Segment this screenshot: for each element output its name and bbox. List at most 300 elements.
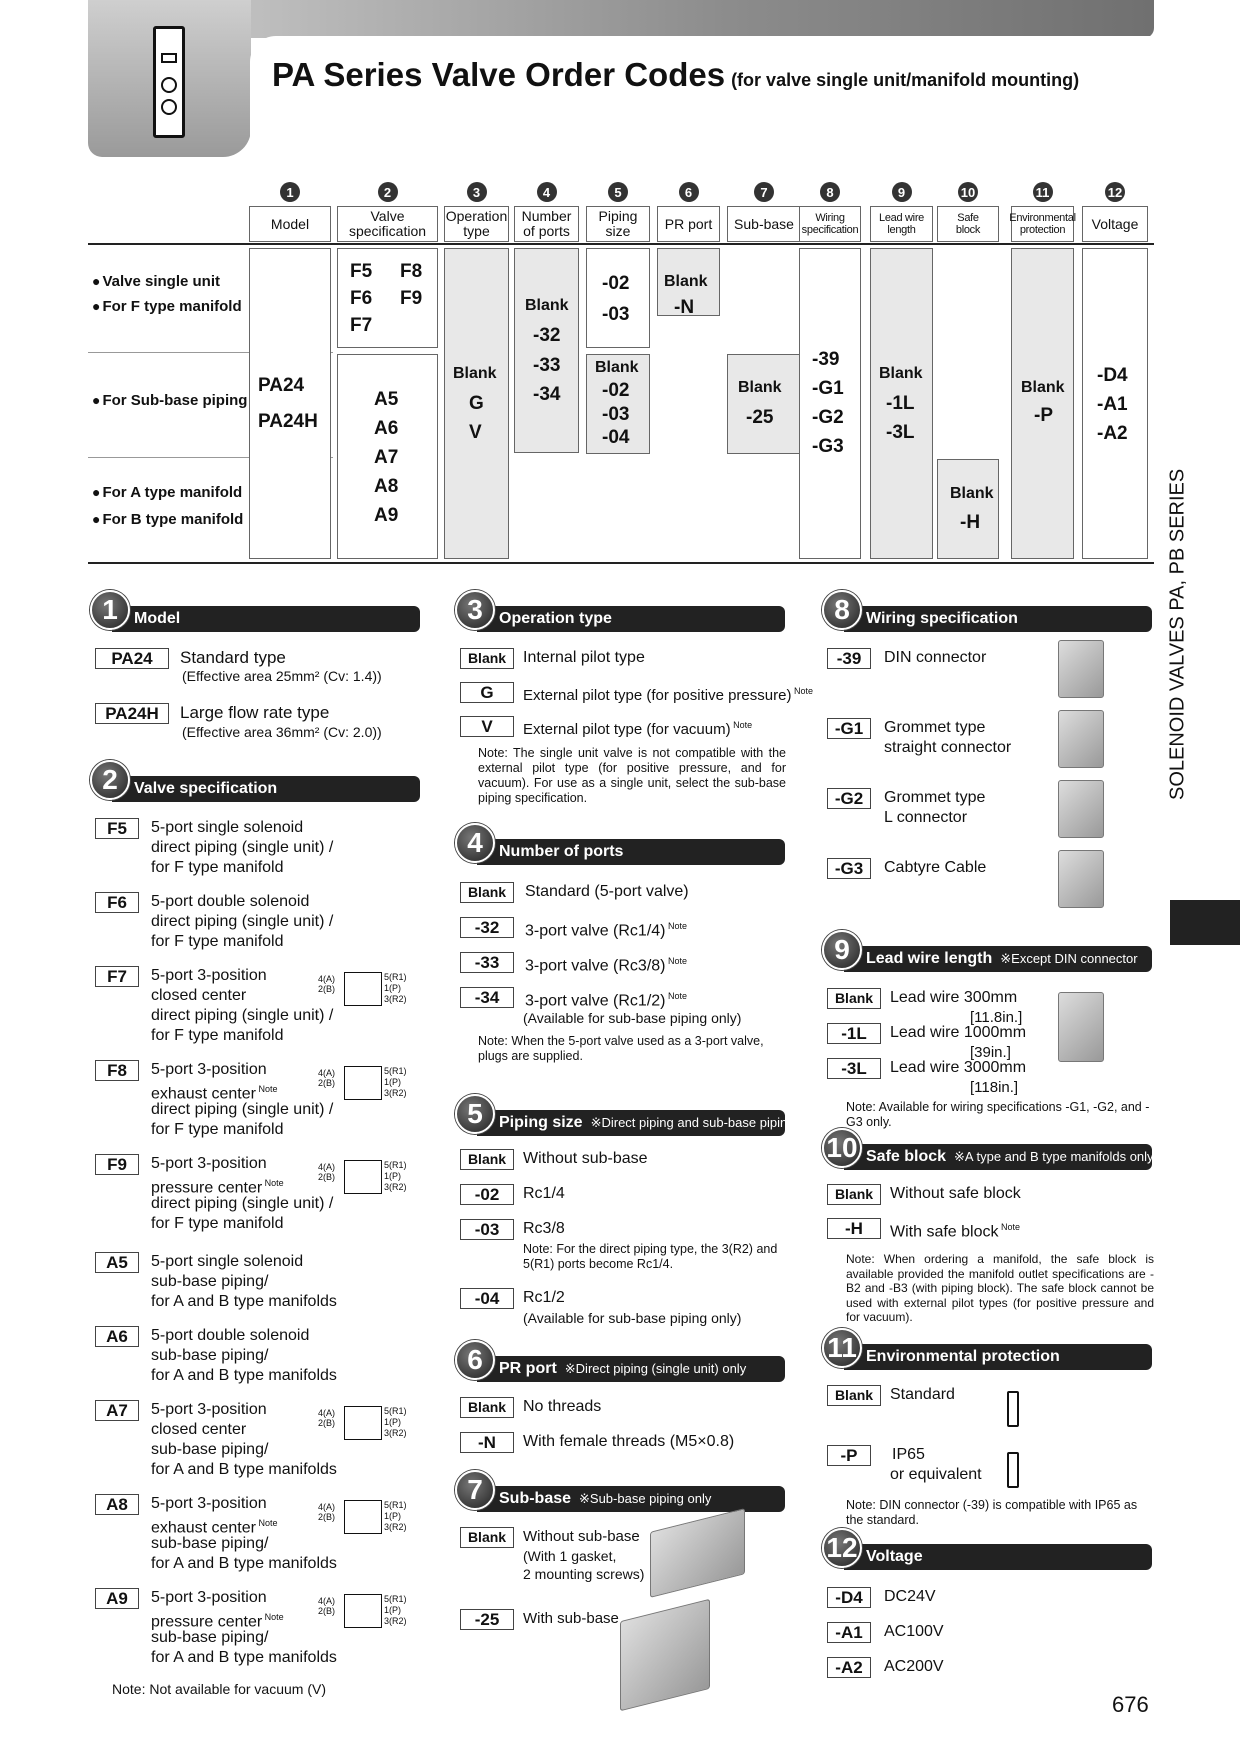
column-header-line: Sub-base (734, 215, 794, 232)
section-wiring (822, 590, 1152, 634)
code-value: Blank (525, 297, 569, 314)
item-text: direct piping (single unit) / (151, 839, 334, 856)
column-number: 3 (467, 182, 487, 202)
port-label: 5(R1) (384, 1160, 407, 1170)
valve-a-cell (337, 354, 438, 559)
column-header-line: Operation (445, 208, 508, 224)
port-label: 5(R1) (384, 1406, 407, 1416)
code-value: F8 (400, 261, 423, 282)
title-box (250, 36, 1154, 156)
note-mark: Note (665, 991, 688, 1001)
port-label: 3(R2) (384, 1428, 407, 1438)
subbase-cell (727, 354, 801, 454)
item-text: Lead wire 1000mm (890, 1024, 1027, 1041)
port-label: 2(B) (318, 1512, 336, 1522)
code-value: Blank (879, 365, 923, 382)
column-number: 4 (537, 182, 557, 202)
note-text: Note: For the direct piping type, the 3(R2) and 5(R1) ports become Rc1/4. (523, 1242, 778, 1271)
section-title-bar (477, 1110, 822, 1136)
item-text: Large flow rate type (180, 703, 330, 722)
column-number: 10 (958, 182, 978, 202)
column-number: 6 (679, 182, 699, 202)
table-top-rule (88, 243, 1154, 245)
section-title-bar (844, 946, 1152, 972)
section-title-note: ※A type and B type manifolds only (954, 1149, 1154, 1164)
item-text: Rc1/2 (523, 1289, 565, 1306)
item-text: exhaust center $^{Note}$ (151, 1518, 278, 1537)
code-value: -25 (746, 407, 774, 428)
valve-f-cell (337, 248, 438, 348)
code-box: F5 (95, 818, 139, 839)
port-label: 1(P) (384, 1605, 402, 1615)
port-label: 3(R2) (384, 1522, 407, 1532)
code-box: -3L (827, 1058, 881, 1079)
port-label: 2(B) (318, 984, 336, 994)
column-header (799, 206, 861, 242)
code-box: -02 (460, 1184, 514, 1205)
item-text: sub-base piping/ (151, 1441, 269, 1458)
item-text: or equivalent (890, 1466, 982, 1483)
column-header-line: Wiring (815, 212, 845, 224)
section-title: Environmental protection (866, 1348, 1060, 1365)
note-text: Note: When the 5-port valve used as a 3-port valve, plugs are supplied. (478, 1034, 764, 1063)
code-box: Blank (460, 648, 514, 669)
code-box: A6 (95, 1326, 139, 1347)
item-text: With safe block $^{Note}$ (890, 1222, 1020, 1241)
item-text: for F type manifold (151, 1215, 284, 1232)
item-text: Rc3/8 (523, 1220, 565, 1237)
port-label: 5(R1) (384, 972, 407, 982)
item-text: Internal pilot type (523, 649, 645, 666)
table-bottom-rule (88, 562, 1154, 564)
valve-symbol-box (344, 1066, 382, 1100)
item-text: for A and B type manifolds (151, 1293, 337, 1310)
code-value: A9 (374, 505, 399, 526)
code-box: A9 (95, 1588, 139, 1609)
port-label: 2(B) (318, 1172, 336, 1182)
note-text: Note: Available for wiring specifications -G1, -G2, and -G3 only. (846, 1100, 1150, 1129)
subbase-photo (620, 1599, 710, 1711)
code-value: A8 (374, 476, 399, 497)
code-box: Blank (460, 1527, 514, 1548)
item-text: Without sub-base (523, 1150, 648, 1167)
valve-symbol-icon (318, 970, 418, 1010)
item-text: exhaust center $^{Note}$ (151, 1084, 278, 1103)
code-box: -G3 (827, 858, 871, 879)
item-text: 3-port valve (Rc3/8) $^{Note}$ (525, 956, 688, 975)
code-box: -25 (460, 1609, 514, 1630)
column-header-line: Lead wire (879, 212, 924, 224)
item-text: sub-base piping/ (151, 1535, 269, 1552)
connector-photo (1058, 992, 1104, 1062)
note-mark: Note (730, 720, 753, 730)
note-text: Note: The single unit valve is not compatible with the external pilot type (for positive pressure, and for vacuum). For use as a single unit, select the sub-base piping specification. (478, 746, 786, 805)
code-box: -03 (460, 1219, 514, 1240)
item-text: for F type manifold (151, 1027, 284, 1044)
item-text: 5-port 3-position (151, 1061, 267, 1078)
section-title: Voltage (866, 1548, 923, 1565)
column-header-line: PR port (664, 215, 713, 232)
code-value: V (469, 422, 482, 443)
code-box: -39 (827, 648, 871, 669)
code-box: Blank (827, 988, 881, 1009)
code-value: -02 (602, 273, 630, 294)
column-number: 5 (608, 182, 628, 202)
column-number: 12 (1105, 182, 1125, 202)
code-box: Blank (460, 1149, 514, 1170)
column-header-line: type (463, 223, 490, 239)
code-value: Blank (595, 359, 639, 376)
code-box: F8 (95, 1060, 139, 1081)
section-number: 6 (455, 1340, 495, 1380)
section-title-bar (477, 1486, 785, 1512)
item-text: 5-port 3-position (151, 1589, 267, 1606)
port-label: 2(B) (318, 1606, 336, 1616)
section-number: 3 (455, 590, 495, 630)
item-text: 5-port double solenoid (151, 1327, 310, 1344)
code-box: A5 (95, 1252, 139, 1273)
section-voltage (822, 1528, 1152, 1572)
section-title-note: ※Direct piping (single unit) only (564, 1361, 747, 1376)
section-number: 4 (455, 823, 495, 863)
item-text: for A and B type manifolds (151, 1367, 337, 1384)
port-label: 1(P) (384, 983, 402, 993)
note-mark: Note (998, 1222, 1020, 1232)
section-title-bar (844, 1344, 1152, 1370)
valve-symbol-box (344, 1594, 382, 1628)
column-header-line: specification (348, 223, 427, 239)
code-value: -G2 (812, 407, 844, 428)
code-value: -A2 (1097, 423, 1128, 444)
port-label: 2(B) (318, 1418, 336, 1428)
item-text: External pilot type (for positive pressure) $^{Note}$ (523, 686, 813, 704)
section-title: Wiring specification (866, 610, 1018, 627)
piping-top-cell (586, 248, 650, 348)
valve-symbol-box (344, 1160, 382, 1194)
code-value: G (469, 393, 484, 414)
section-operation-type (455, 590, 785, 634)
row-label: ● Valve single unit (92, 273, 220, 290)
pr-cell (657, 248, 720, 316)
column-header (444, 206, 509, 242)
port-label: 3(R2) (384, 1616, 407, 1626)
side-label: SOLENOID VALVES PA, PB SERIES (1166, 468, 1189, 800)
item-text: sub-base piping/ (151, 1629, 269, 1646)
page-title: PA Series Valve Order Codes (for valve single unit/manifold mounting) (272, 56, 1080, 93)
section-number: 8 (822, 590, 862, 630)
code-box: Blank (827, 1385, 881, 1406)
column-header (1082, 206, 1148, 242)
item-text: for F type manifold (151, 933, 284, 950)
item-text: External pilot type (for vacuum) $^{Note}$ (523, 720, 753, 738)
code-box: F7 (95, 966, 139, 987)
item-text: for A and B type manifolds (151, 1555, 337, 1572)
column-header (727, 206, 801, 242)
valve-icon (153, 26, 185, 138)
code-box: Blank (827, 1184, 881, 1205)
code-value: -G3 (812, 436, 844, 457)
item-text: closed center (151, 987, 247, 1004)
section-number: 10 (822, 1128, 862, 1168)
wiring-cell (799, 248, 861, 559)
item-text: for A and B type manifolds (151, 1461, 337, 1478)
item-text: Lead wire 3000mm (890, 1059, 1027, 1076)
sub-text: (Available for sub-base piping only) (523, 1010, 742, 1026)
column-header-line: of ports (523, 223, 570, 239)
row-label: ● For Sub-base piping (92, 392, 247, 409)
item-text: Standard type (180, 648, 286, 667)
item-text: Without sub-base (523, 1528, 640, 1545)
item-text: direct piping (single unit) / (151, 1195, 334, 1212)
item-text: 3-port valve (Rc1/4) $^{Note}$ (525, 921, 688, 940)
column-header-line: specification (801, 224, 859, 236)
code-value: -P (1034, 405, 1053, 426)
item-text: for A and B type manifolds (151, 1649, 337, 1666)
code-value: Blank (1021, 379, 1065, 396)
item-text: direct piping (single unit) / (151, 1101, 334, 1118)
code-box: -04 (460, 1288, 514, 1309)
note-text: Note: When ordering a manifold, the safe block is available provided the manifold outlet specifications are -B2 and -B3 (with piping block). The safe block cannot be used with external pilot types (for positive pressure and for vacuum). (846, 1252, 1154, 1324)
port-label: 1(P) (384, 1077, 402, 1087)
column-header-line: Valve (370, 208, 405, 224)
note-mark: Note (255, 1084, 278, 1094)
page-number: 676 (1112, 1692, 1149, 1717)
valve-symbol-icon (318, 1404, 418, 1444)
code-value: PA24H (258, 411, 318, 432)
section-number: 7 (455, 1470, 495, 1510)
section-title: Model (134, 610, 181, 627)
note-mark: Note (255, 1518, 278, 1528)
section-title: Piping size (499, 1114, 583, 1131)
code-value: -03 (602, 404, 630, 425)
code-value: F6 (350, 288, 373, 309)
code-box: A7 (95, 1400, 139, 1421)
valve-symbol-box (344, 1500, 382, 1534)
section-title-bar (112, 776, 420, 802)
connector-photo (1058, 850, 1104, 908)
page-subtitle: (for valve single unit/manifold mounting) (731, 70, 1080, 90)
port-label: 4(A) (318, 1408, 336, 1418)
note-mark: Note (665, 956, 688, 966)
column-header-line: Piping (598, 208, 638, 224)
code-value: -A1 (1097, 394, 1128, 415)
column-header (657, 206, 720, 242)
column-number: 2 (378, 182, 398, 202)
item-text: direct piping (single unit) / (151, 1007, 334, 1024)
item-text: direct piping (single unit) / (151, 913, 334, 930)
code-box: -N (460, 1432, 514, 1453)
code-value: -03 (602, 304, 630, 325)
code-value: -02 (602, 380, 630, 401)
code-value: -34 (533, 384, 561, 405)
code-box: -P (827, 1445, 871, 1466)
section-valve-spec (90, 760, 420, 804)
item-text: With sub-base (523, 1610, 619, 1627)
section-model (90, 590, 420, 634)
section-number: 12 (822, 1528, 862, 1568)
code-box: -34 (460, 987, 514, 1008)
item-text: Rc1/4 (523, 1185, 565, 1202)
port-label: 4(A) (318, 1162, 336, 1172)
section-number: 11 (822, 1328, 862, 1368)
note-mark: Note (665, 921, 688, 931)
column-header-line: Voltage (1091, 215, 1139, 232)
port-label: 4(A) (318, 974, 336, 984)
section-title-bar (477, 1356, 785, 1382)
valve-symbol-icon (318, 1158, 418, 1198)
section-title-note: ※Sub-base piping only (579, 1491, 712, 1506)
code-value: F5 (350, 261, 373, 282)
item-text: No threads (523, 1398, 602, 1415)
port-label: 5(R1) (384, 1066, 407, 1076)
standard-icon (1007, 1391, 1019, 1427)
column-header-line: size (605, 223, 631, 239)
column-header-line: Number (521, 208, 572, 224)
section-title-bar (112, 606, 420, 632)
side-tab (1170, 900, 1240, 945)
section-title: Operation type (499, 610, 612, 627)
column-number: 11 (1033, 182, 1053, 202)
item-text: 5-port 3-position (151, 1495, 267, 1512)
code-box: -33 (460, 952, 514, 973)
column-header-line: Safe (957, 212, 979, 224)
port-label: 4(A) (318, 1502, 336, 1512)
code-box: -G1 (827, 718, 871, 739)
section-title-bar (844, 1144, 1152, 1170)
row-label: ● For A type manifold (92, 484, 242, 501)
item-text: for F type manifold (151, 859, 284, 876)
item-text: Grommet type (884, 719, 986, 736)
item-text: 3-port valve (Rc1/2) $^{Note}$ (525, 991, 688, 1010)
section-title: Number of ports (499, 843, 624, 860)
column-header (937, 206, 999, 242)
section-pr-port (455, 1340, 785, 1384)
code-value: -N (674, 297, 695, 318)
code-value: -04 (602, 427, 630, 448)
section-title-bar (477, 839, 785, 865)
connector-photo (1058, 780, 1104, 838)
operation-cell (444, 248, 509, 559)
code-value: Blank (738, 379, 782, 396)
code-box: -H (827, 1218, 881, 1239)
section-title: Lead wire length (866, 950, 993, 967)
code-value: -33 (533, 355, 561, 376)
code-value: -G1 (812, 378, 844, 399)
port-label: 2(B) (318, 1078, 336, 1088)
section-title-bar (477, 606, 785, 632)
code-value: -32 (533, 325, 561, 346)
code-box: Blank (460, 882, 514, 903)
item-text: [39in.] (970, 1044, 1011, 1061)
connector-photo (1058, 710, 1104, 768)
column-header-line: Environmental (1009, 212, 1076, 224)
code-value: -1L (886, 393, 915, 414)
item-text: L connector (884, 809, 968, 826)
note-mark: Note (262, 1612, 284, 1622)
code-box: A8 (95, 1494, 139, 1515)
item-text: Without safe block (890, 1185, 1021, 1202)
column-header (586, 206, 650, 242)
section-title-note: ※Direct piping and sub-base piping only (590, 1115, 822, 1130)
row-label: ● For F type manifold (92, 298, 242, 315)
section-safe-block (822, 1128, 1152, 1172)
code-value: -H (960, 512, 981, 533)
code-box: F6 (95, 892, 139, 913)
port-label: 1(P) (384, 1171, 402, 1181)
section-piping-size (455, 1094, 822, 1138)
section-title: Valve specification (134, 780, 278, 797)
item-text: Cabtyre Cable (884, 859, 987, 876)
column-header (337, 206, 438, 242)
sub-text: (Available for sub-base piping only) (523, 1310, 742, 1326)
port-label: 5(R1) (384, 1500, 407, 1510)
item-text: 5-port single solenoid (151, 1253, 304, 1270)
column-number: 7 (754, 182, 774, 202)
column-header-line: Model (270, 215, 310, 232)
column-header (514, 206, 579, 242)
section-title: PR port (499, 1360, 557, 1377)
column-header-line: length (887, 224, 916, 236)
item-text: IP65 (892, 1446, 925, 1463)
code-box: Blank (460, 1397, 514, 1418)
port-label: 3(R2) (384, 994, 407, 1004)
item-text: With female threads (M5×0.8) (523, 1433, 735, 1450)
item-text: Standard (890, 1386, 955, 1403)
item-text: [118in.] (970, 1079, 1019, 1096)
section-number: 1 (90, 590, 130, 630)
column-number: 8 (820, 182, 840, 202)
item-text: 5-port single solenoid (151, 819, 304, 836)
lead-cell (870, 248, 933, 559)
column-header-line: protection (1019, 224, 1066, 236)
note-mark: Note (262, 1178, 284, 1188)
code-value: -3L (886, 422, 915, 443)
code-box: G (460, 682, 514, 703)
row-label: ● For B type manifold (92, 511, 243, 528)
note-mark: Note (791, 686, 813, 696)
column-header (1011, 206, 1074, 242)
column-number: 1 (280, 182, 300, 202)
port-label: 1(P) (384, 1511, 402, 1521)
code-value: PA24 (258, 375, 305, 396)
voltage-cell (1082, 248, 1148, 559)
subbase-photo (650, 1508, 745, 1598)
item-text: AC100V (884, 1623, 944, 1640)
valve-symbol-box (344, 1406, 382, 1440)
env-cell (1011, 248, 1074, 559)
section-number: 9 (822, 930, 862, 970)
sub-text: (With 1 gasket, (523, 1548, 617, 1564)
code-value: Blank (664, 273, 708, 290)
code-value: -39 (812, 349, 840, 370)
section-sub-base (455, 1470, 785, 1514)
section-title-bar (844, 1544, 1152, 1570)
port-label: 4(A) (318, 1596, 336, 1606)
port-label: 3(R2) (384, 1088, 407, 1098)
item-text: straight connector (884, 739, 1012, 756)
column-header-line: block (955, 224, 981, 236)
code-box: F9 (95, 1154, 139, 1175)
valve-symbol-box (344, 972, 382, 1006)
code-box: -G2 (827, 788, 871, 809)
ip65-icon (1007, 1452, 1019, 1488)
model-cell (249, 248, 331, 559)
code-box: -A1 (827, 1622, 871, 1643)
valve-symbol-icon (318, 1592, 418, 1632)
item-text: Grommet type (884, 789, 986, 806)
code-value: Blank (950, 485, 994, 502)
column-header (249, 206, 331, 242)
